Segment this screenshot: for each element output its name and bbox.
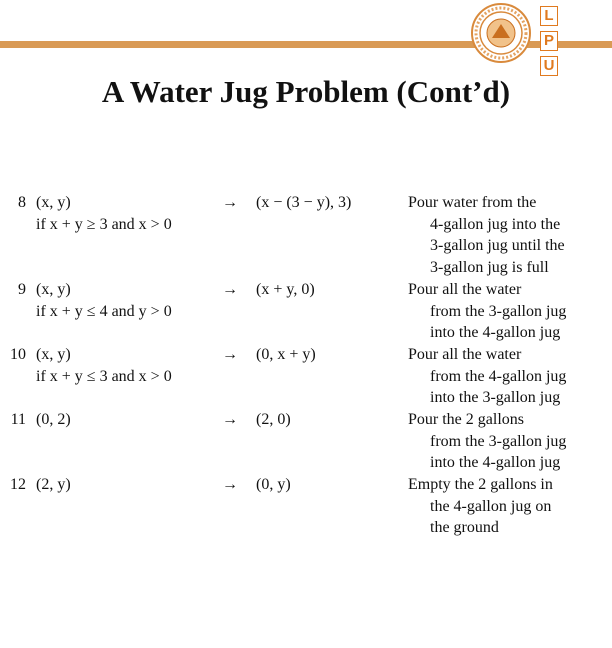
- arrow-icon: →: [222, 346, 238, 363]
- description-line: from the 3-gallon jug: [430, 302, 567, 320]
- rule-result: (x − (3 − y), 3): [256, 194, 352, 211]
- condition-line: if x + y ≤ 4 and y > 0: [36, 302, 172, 320]
- page-title: A Water Jug Problem (Cont’d): [101, 74, 511, 109]
- arrow-icon: →: [222, 281, 238, 298]
- description-line: from the 3-gallon jug: [430, 432, 567, 450]
- rule-result: (0, x + y): [256, 346, 316, 363]
- rule-condition: [36, 409, 216, 431]
- logo-letter-u: U: [540, 56, 558, 76]
- rule-number: 10: [10, 346, 26, 363]
- rule-result: (0, y): [256, 476, 291, 493]
- description-line: Pour all the water: [408, 281, 522, 298]
- condition-line: if x + y ≥ 3 and x > 0: [36, 215, 172, 233]
- rule-description: [408, 344, 608, 409]
- description-line: Pour the 2 gallons: [408, 411, 524, 428]
- description-line: 4-gallon jug into the: [430, 215, 561, 233]
- rule-description: [408, 279, 608, 344]
- rule-number: 11: [10, 411, 26, 428]
- description-line: into the 3-gallon jug: [430, 389, 561, 407]
- rule-number: 12: [10, 476, 26, 493]
- rule-condition: [36, 474, 216, 496]
- rule-condition: [36, 344, 216, 387]
- rule-number: 8: [18, 194, 26, 211]
- description-line: the 4-gallon jug on: [430, 497, 552, 515]
- description-line: the ground: [430, 519, 499, 537]
- rule-condition: [36, 192, 216, 235]
- rule-description: [408, 474, 608, 539]
- description-line: into the 4-gallon jug: [430, 454, 561, 472]
- condition-line: (2, y): [36, 476, 71, 493]
- arrow-icon: →: [222, 411, 238, 428]
- condition-line: if x + y ≤ 3 and x > 0: [36, 367, 172, 385]
- logo-letter-p: P: [540, 31, 558, 51]
- condition-line: (x, y): [36, 281, 71, 298]
- arrow-icon: →: [222, 476, 238, 493]
- rule-description: [408, 409, 608, 474]
- rule-description: [408, 192, 608, 278]
- description-line: 3-gallon jug until the: [430, 237, 565, 255]
- university-seal-icon: [470, 2, 532, 64]
- condition-line: (x, y): [36, 194, 71, 211]
- description-line: 3-gallon jug is full: [430, 258, 549, 276]
- rule-result: (x + y, 0): [256, 281, 315, 298]
- description-line: Empty the 2 gallons in: [408, 476, 553, 493]
- rule-result: (2, 0): [256, 411, 291, 428]
- rule-number: 9: [18, 281, 26, 298]
- description-line: Pour all the water: [408, 346, 522, 363]
- description-line: from the 4-gallon jug: [430, 367, 567, 385]
- arrow-icon: →: [222, 194, 238, 211]
- rule-condition: [36, 279, 216, 322]
- logo-letter-l: L: [540, 6, 558, 26]
- description-line: into the 4-gallon jug: [430, 324, 561, 342]
- condition-line: (x, y): [36, 346, 71, 363]
- description-line: Pour water from the: [408, 194, 537, 211]
- condition-line: (0, 2): [36, 411, 71, 428]
